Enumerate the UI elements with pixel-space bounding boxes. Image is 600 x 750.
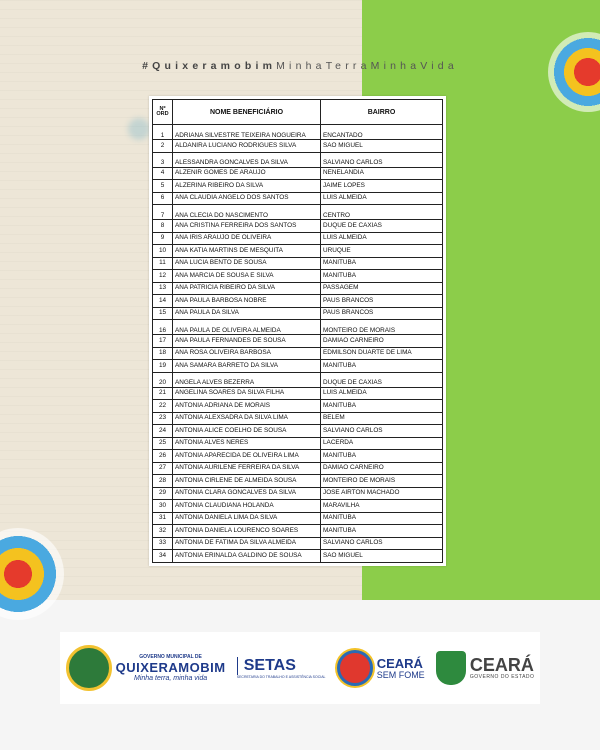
cell-ord: 22 [153,400,173,413]
table-row [153,205,443,220]
table-row [153,282,443,295]
table-row [153,487,443,500]
table-row [153,295,443,308]
cell-name: ANGELA ALVES BEZERRA [173,372,321,387]
cell-bairro: NENELANDIA [321,167,443,180]
cell-name: ANTONIA ALVES NERES [173,437,321,450]
cell-name: ANA ROSA OLIVEIRA BARBOSA [173,347,321,360]
cell-bairro: MANITUBA [321,512,443,525]
table-row [153,125,443,140]
table-row [153,500,443,513]
cell-bairro: DAMIAO CARNEIRO [321,335,443,348]
table-row [153,525,443,538]
cell-bairro: EDMILSON DUARTE DE LIMA [321,347,443,360]
cell-ord: 24 [153,425,173,438]
hashtag-rest: MinhaTerraMinhaVida [276,60,458,72]
table-row [153,475,443,488]
cell-bairro: MARAVILHA [321,500,443,513]
cell-ord: 11 [153,257,173,270]
cell-bairro: PAUS BRANCOS [321,307,443,320]
table-body [153,125,443,563]
beneficiary-table [152,99,443,563]
cell-name: ANTONIA ALEXSADRA DA SILVA LIMA [173,412,321,425]
table-row [153,412,443,425]
cell-ord: 19 [153,360,173,373]
cell-ord: 9 [153,232,173,245]
cell-name: ANTONIA DANIELA LIMA DA SILVA [173,512,321,525]
cell-bairro: DAMIAO CARNEIRO [321,462,443,475]
quixeramobim-logo [66,645,226,691]
cell-bairro: LACERDA [321,437,443,450]
cell-name: ANA CRISTINA FERREIRA DOS SANTOS [173,220,321,233]
footer-logos [60,632,540,704]
cell-name: ALZERINA RIBEIRO DA SILVA [173,180,321,193]
header-name: NOME BENEFICIÁRIO [173,100,321,125]
cell-name: ANTONIA APARECIDA DE OLIVEIRA LIMA [173,450,321,463]
table-row [153,360,443,373]
cell-bairro: SAO MIGUEL [321,550,443,563]
ceara-sem-fome-heart-icon [337,650,373,686]
header-ord: Nº ORD [153,100,173,125]
table-row [153,372,443,387]
hashtag-bold: #Quixeramobim [142,60,277,72]
cell-bairro: MANITUBA [321,450,443,463]
table-row [153,140,443,153]
cell-bairro: MANITUBA [321,360,443,373]
table-row [153,232,443,245]
cell-bairro: CENTRO [321,205,443,220]
ceara-sf-subtitle: SEM FOME [376,669,425,680]
cell-ord: 25 [153,437,173,450]
cell-ord: 14 [153,295,173,308]
setas-text: SETAS [237,657,326,675]
cell-bairro: MANITUBA [321,270,443,283]
cell-bairro: PAUS BRANCOS [321,295,443,308]
cell-name: ALZENIR GOMES DE ARAUJO [173,167,321,180]
cell-name: ADRIANA SILVESTRE TEIXEIRA NOGUEIRA [173,125,321,140]
ceara-gov-subtitle: GOVERNO DO ESTADO [469,674,535,680]
cell-ord: 1 [153,125,173,140]
table-row [153,335,443,348]
setas-logo [237,657,326,679]
cell-bairro: BELEM [321,412,443,425]
cell-ord: 31 [153,512,173,525]
cell-bairro: MONTEIRO DE MORAIS [321,320,443,335]
cell-ord: 13 [153,282,173,295]
cell-bairro: SALVIANO CARLOS [321,537,443,550]
setas-sub-text: SECRETARIA DO TRABALHO E ASSISTÊNCIA SOCIAL [236,675,326,679]
ceara-coat-of-arms-icon [436,651,466,685]
cell-bairro: MANITUBA [321,400,443,413]
cell-name: ANA PAULA FERNANDES DE SOUSA [173,335,321,348]
cell-ord: 27 [153,462,173,475]
cell-name: ANA PAULA DE OLIVEIRA ALMEIDA [173,320,321,335]
table-row [153,512,443,525]
cell-name: ANTONIA CLAUDIANA HOLANDA [173,500,321,513]
cell-name: ANA LUCIA BENTO DE SOUSA [173,257,321,270]
cell-ord: 28 [153,475,173,488]
cell-name: ALDANIRA LUCIANO RODRIGUES SILVA [173,140,321,153]
cell-bairro: SALVIANO CARLOS [321,152,443,167]
cell-ord: 23 [153,412,173,425]
table-row [153,180,443,193]
cell-name: ANTONIA DANIELA LOURENCO SOARES [173,525,321,538]
table-row [153,167,443,180]
cell-bairro: URUQUE [321,245,443,258]
cell-bairro: MANITUBA [321,525,443,538]
cell-name: ANTONIA CLARA GONCALVES DA SILVA [173,487,321,500]
qx-name-text: QUIXERAMOBIM [115,660,226,675]
cell-name: ANGELINA SOARES DA SILVA FILHA [173,387,321,400]
cell-name: ANA SAMARA BARRETO DA SILVA [173,360,321,373]
cell-ord: 15 [153,307,173,320]
cell-name: ANA KATIA MARTINS DE MESQUITA [173,245,321,258]
cell-ord: 30 [153,500,173,513]
cell-bairro: SAO MIGUEL [321,140,443,153]
cell-name: ANTONIA AURILENE FERREIRA DA SILVA [173,462,321,475]
cell-ord: 29 [153,487,173,500]
cell-ord: 3 [153,152,173,167]
cell-ord: 6 [153,192,173,205]
ceara-sf-title: CEARÁ [376,655,423,671]
cell-name: ALESSANDRA GONCALVES DA SILVA [173,152,321,167]
beneficiary-document [149,96,446,566]
ceara-gov-title: CEARÁ [469,655,534,675]
cell-ord: 20 [153,372,173,387]
cell-ord: 2 [153,140,173,153]
cell-ord: 32 [153,525,173,538]
table-row [153,320,443,335]
table-row [153,387,443,400]
cell-ord: 26 [153,450,173,463]
decorative-blur-top [128,118,150,140]
cell-name: ANTONIA ERINALDA GALDINO DE SOUSA [173,550,321,563]
qx-top-text: GOVERNO MUNICIPAL DE [139,654,202,660]
cell-name: ANA IRIS ARAUJO DE OLIVEIRA [173,232,321,245]
cell-name: ANA CLECIA DO NASCIMENTO [173,205,321,220]
header-bairro: BAIRRO [321,100,443,125]
cell-ord: 12 [153,270,173,283]
cell-bairro: MANITUBA [321,257,443,270]
cell-bairro: ENCANTADO [321,125,443,140]
table-header-row [153,100,443,125]
cell-ord: 10 [153,245,173,258]
ceara-sem-fome-logo [337,650,425,686]
cell-name: ANTONIA ALICE COELHO DE SOUSA [173,425,321,438]
table-row [153,347,443,360]
cell-name: ANA PAULA DA SILVA [173,307,321,320]
cell-name: ANTONIA CIRLENE DE ALMEIDA SOUSA [173,475,321,488]
table-row [153,152,443,167]
quixeramobim-crest-icon [66,645,112,691]
cell-bairro: LUIS ALMEIDA [321,387,443,400]
cell-ord: 5 [153,180,173,193]
table-row [153,450,443,463]
table-row [153,245,443,258]
cell-ord: 34 [153,550,173,563]
cell-bairro: LUIS ALMEIDA [321,192,443,205]
cell-name: ANTONIA ADRIANA DE MORAIS [173,400,321,413]
table-row [153,462,443,475]
cell-name: ANTONIA DE FATIMA DA SILVA ALMEIDA [173,537,321,550]
table-row [153,257,443,270]
table-row [153,400,443,413]
cell-bairro: PASSAGEM [321,282,443,295]
cell-bairro: DUQUE DE CAXIAS [321,220,443,233]
table-row [153,550,443,563]
cell-name: ANA PATRICIA RIBEIRO DA SILVA [173,282,321,295]
table-row [153,437,443,450]
cell-ord: 17 [153,335,173,348]
cell-ord: 7 [153,205,173,220]
qx-slogan-text: Minha terra, minha vida [134,675,208,682]
table-row [153,307,443,320]
cell-ord: 33 [153,537,173,550]
cell-name: ANA MARCIA DE SOUSA E SILVA [173,270,321,283]
cell-name: ANA CLAUDIA ANGELO DOS SANTOS [173,192,321,205]
cell-bairro: SALVIANO CARLOS [321,425,443,438]
table-row [153,192,443,205]
cell-ord: 4 [153,167,173,180]
cell-ord: 21 [153,387,173,400]
cell-bairro: LUIS ALMEIDA [321,232,443,245]
cell-bairro: MONTEIRO DE MORAIS [321,475,443,488]
table-row [153,537,443,550]
cell-bairro: JAIME LOPES [321,180,443,193]
cell-ord: 18 [153,347,173,360]
table-row [153,270,443,283]
cell-ord: 16 [153,320,173,335]
governo-ceara-logo [436,651,535,685]
cell-bairro: DUQUE DE CAXIAS [321,372,443,387]
hashtag-banner [0,60,600,72]
table-row [153,220,443,233]
table-row [153,425,443,438]
cell-ord: 8 [153,220,173,233]
cell-name: ANA PAULA BARBOSA NOBRE [173,295,321,308]
cell-bairro: JOSE AIRTON MACHADO [321,487,443,500]
